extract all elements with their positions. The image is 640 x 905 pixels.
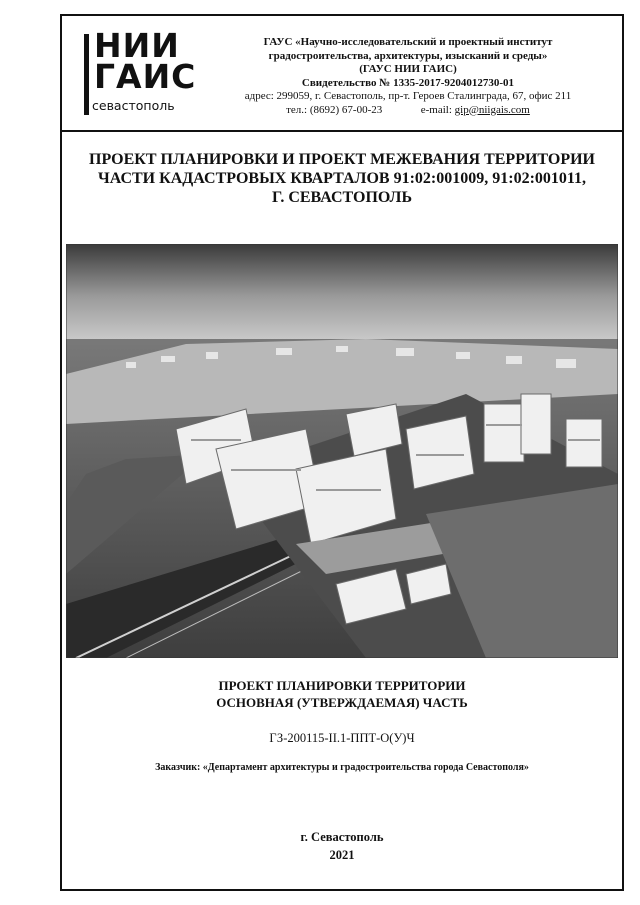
logo-line1: НИИ [94, 26, 180, 65]
document-title-line1: ПРОЕКТ ПЛАНИРОВКИ ТЕРРИТОРИИ [218, 678, 466, 693]
org-email-link[interactable]: gip@niigais.com [454, 103, 530, 116]
logo-city: севастополь [92, 98, 175, 113]
project-title-line2: ЧАСТИ КАДАСТРОВЫХ КВАРТАЛОВ 91:02:001009, 91:02:001011, [97, 170, 587, 187]
footer-place-year [62, 828, 622, 864]
org-contacts [202, 104, 614, 118]
org-address: адрес: 299059, г. Севастополь, пр-т. Героев Сталинграда, 67, офис 211 [244, 90, 572, 102]
project-title [62, 150, 622, 207]
document-code: ГЗ-200115-II.1-ППТ-О(У)Ч [269, 731, 415, 745]
header [62, 16, 622, 132]
org-abbr: (ГАУС НИИ ГАИС) [359, 63, 457, 75]
aerial-photo [66, 244, 618, 658]
document-title-line2: ОСНОВНАЯ (УТВЕРЖДАЕМАЯ) ЧАСТЬ [216, 695, 468, 710]
org-email-label: e-mail: [420, 103, 452, 116]
client-line: Заказчик: «Департамент архитектуры и градостроительства города Севастополя» [155, 762, 529, 773]
project-title-line3: Г. СЕВАСТОПОЛЬ [271, 189, 413, 206]
org-name-line2: градостроительства, архитектуры, изысканий и среды» [268, 49, 548, 62]
document-title [62, 677, 622, 711]
footer-city: г. Севастополь [300, 830, 384, 844]
footer-year: 2021 [329, 848, 355, 862]
organization-info [202, 36, 614, 117]
org-name-line1: ГАУС «Научно-исследовательский и проектный институт [263, 36, 553, 48]
logo-line2: ГАИС [94, 57, 197, 96]
org-phone: тел.: (8692) 67-00-23 [286, 103, 383, 116]
page-frame [60, 14, 624, 891]
project-title-line1: ПРОЕКТ ПЛАНИРОВКИ И ПРОЕКТ МЕЖЕВАНИЯ ТЕРРИТОРИИ [89, 151, 595, 168]
logo-bar [84, 34, 89, 115]
org-certificate: Свидетельство № 1335-2017-9204012730-01 [301, 76, 515, 89]
logo [84, 26, 197, 117]
